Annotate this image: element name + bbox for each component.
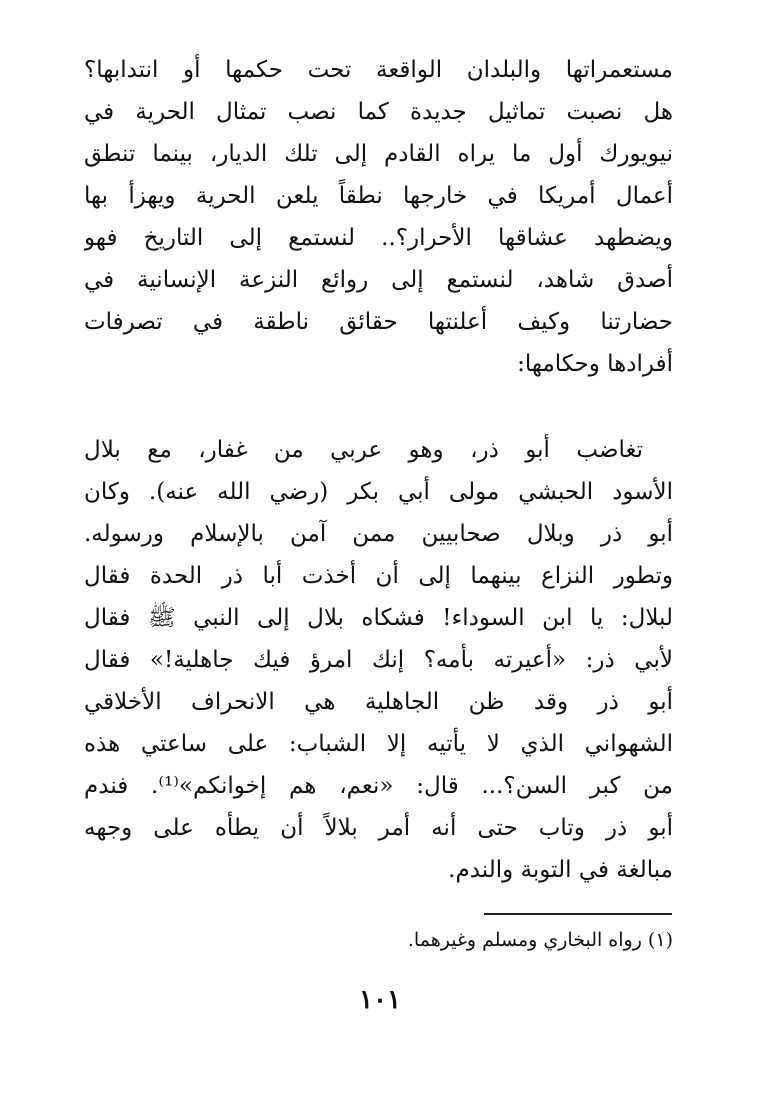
text-line: أصدق شاهد، لنستمع إلى روائع النزعة الإنسانية في bbox=[84, 267, 673, 293]
footnote-separator bbox=[484, 913, 672, 915]
page-number: ١٠١ bbox=[359, 985, 401, 1015]
footnote: (١) رواه البخاري ومسلم وغيرهما. bbox=[407, 929, 673, 951]
text-line: من كبر السن؟... قال: «نعم، هم إخوانكم»⁽¹⁾. فندم bbox=[84, 773, 673, 799]
text-line: نيويورك أول ما يراه القادم إلى تلك الديار، بينما تنطق bbox=[84, 141, 673, 167]
text-line: وتطور النزاع بينهما إلى أن أخذت أبا ذر الحدة فقال bbox=[84, 563, 673, 589]
text-line: أعمال أمريكا في خارجها نطقاً يلعن الحرية ويهزأ بها bbox=[84, 183, 673, 209]
text-line: لبلال: يا ابن السوداء! فشكاه بلال إلى النبي ﷺ فقال bbox=[84, 605, 673, 631]
text-line: أبو ذر وقد ظن الجاهلية هي الانحراف الأخلاقي bbox=[84, 689, 673, 715]
text-line: الشهواني الذي لا يأتيه إلا الشباب: على ساعتي هذه bbox=[84, 731, 673, 757]
text-line: ويضطهد عشاقها الأحرار؟.. لنستمع إلى التاريخ فهو bbox=[84, 225, 673, 251]
text-line: لأبي ذر: «أعيرته بأمه؟ إنك امرؤ فيك جاهلية!» فقال bbox=[84, 647, 673, 673]
text-line: أفرادها وحكامها: bbox=[517, 351, 673, 377]
text-line: أبو ذر وتاب حتى أنه أمر بلالاً أن يطأه على وجهه bbox=[84, 815, 673, 841]
text-line: هل نصبت تماثيل جديدة كما نصب تمثال الحرية في bbox=[84, 99, 673, 125]
text-line: حضارتنا وكيف أعلنتها حقائق ناطقة في تصرفات bbox=[84, 309, 673, 335]
text-line: مبالغة في التوبة والندم. bbox=[448, 857, 673, 883]
text-line: أبو ذر وبلال صحابيين ممن آمن بالإسلام ورسوله. bbox=[84, 521, 673, 547]
text-line: مستعمراتها والبلدان الواقعة تحت حكمها أو انتدابها؟ bbox=[84, 57, 673, 83]
text-line: تغاضب أبو ذر، وهو عربي من غفار، مع بلال bbox=[84, 437, 643, 463]
text-line: الأسود الحبشي مولى أبي بكر (رضي الله عنه). وكان bbox=[84, 479, 673, 505]
